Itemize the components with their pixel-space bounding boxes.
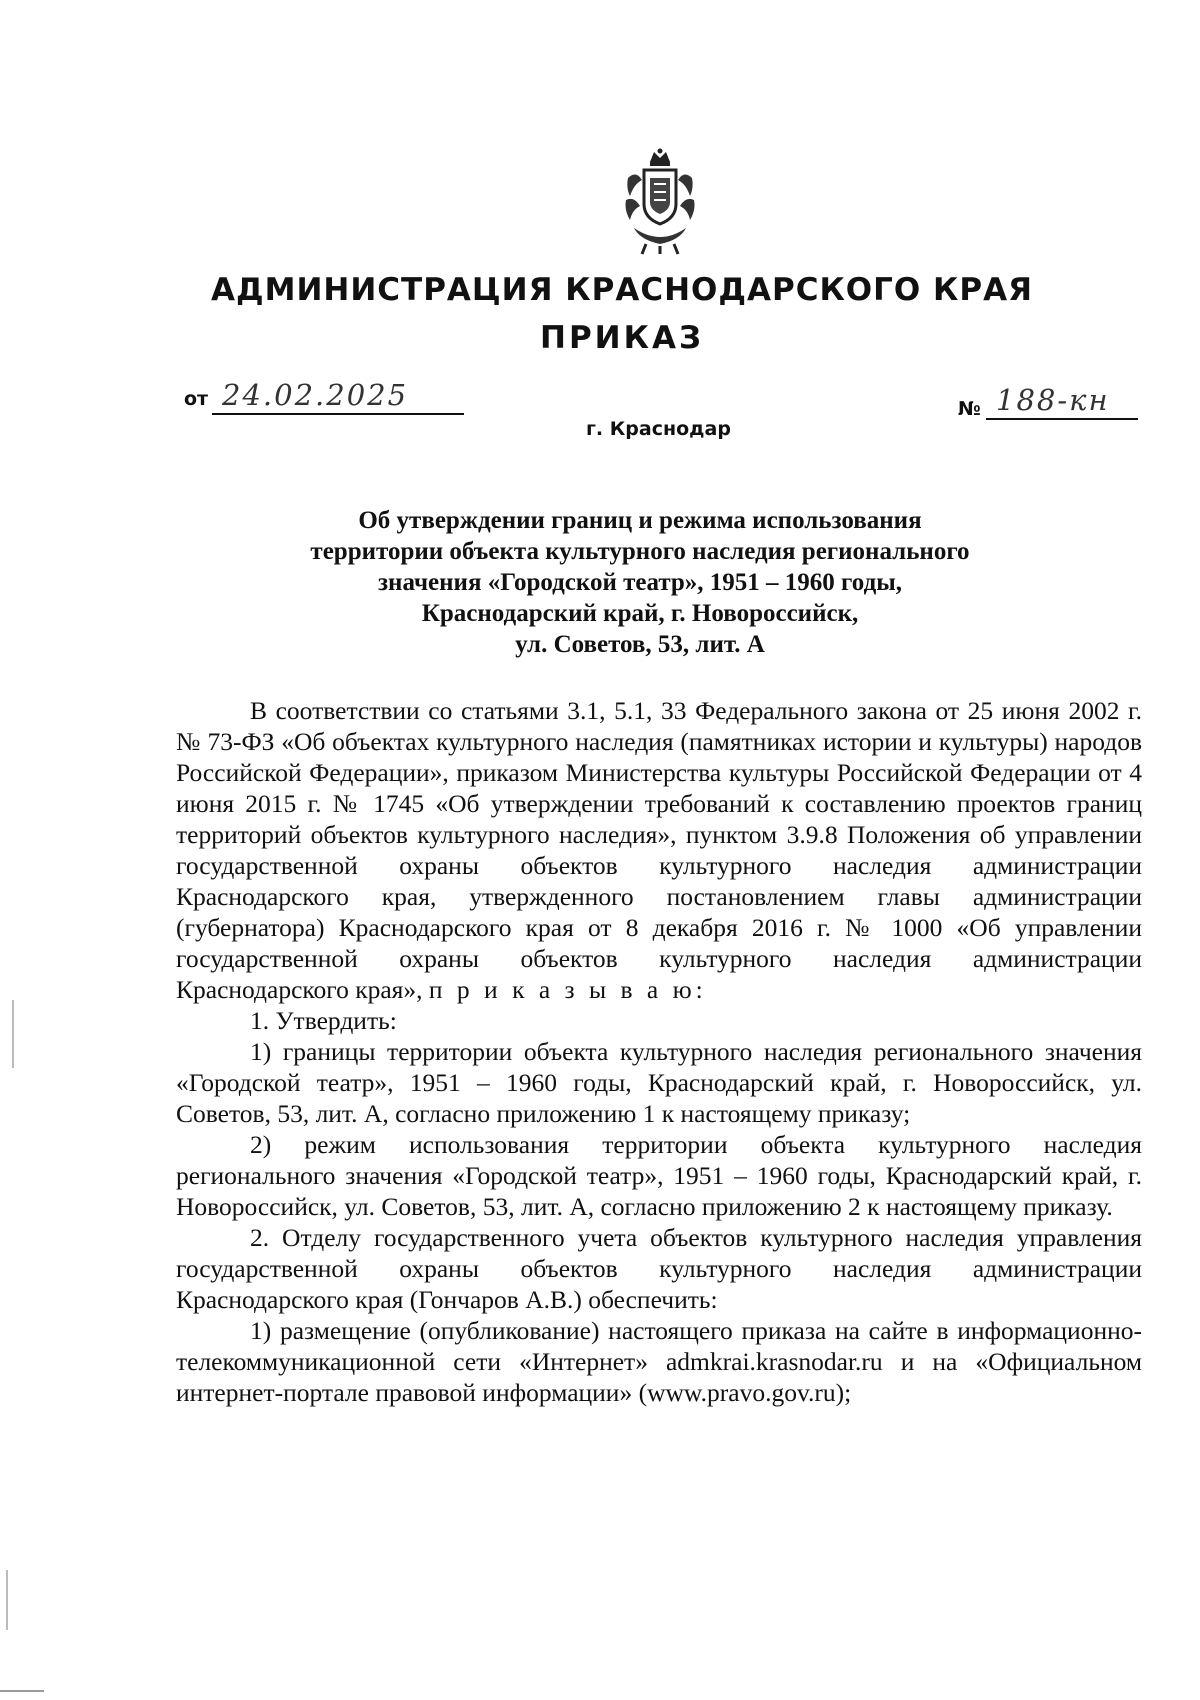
- item-2: 2. Отделу государственного учета объектов культурного наследия управления государственной охраны объектов культурного наследия администрации Краснодарского края (Гончаров А.В.) обеспечить:: [176, 1223, 1142, 1314]
- document-body: [176, 695, 1142, 1408]
- document-title: [240, 505, 1040, 660]
- title-line: Об утверждении границ и режима использования: [358, 507, 922, 534]
- date-label: от: [184, 388, 209, 410]
- title-line: территории объекта культурного наследия регионального: [310, 538, 970, 565]
- number-label: №: [958, 398, 981, 420]
- coat-of-arms-icon: [620, 148, 700, 256]
- item-1-1: 1) границы территории объекта культурного наследия регионального значения «Городской театр», 1951 – 1960 годы, Краснодарский край, г. Новороссийск, ул. Советов, 53, лит. А, согласно приложению 1 к настоящему приказу;: [176, 1037, 1142, 1128]
- city: г. Краснодар: [586, 418, 731, 440]
- scan-artifact: [0, 1690, 44, 1692]
- title-line: значения «Городской театр», 1951 – 1960 годы,: [378, 569, 902, 596]
- scan-artifact: [6, 1570, 8, 1630]
- scan-artifact: [12, 1000, 14, 1068]
- title-line: ул. Советов, 53, лит. А: [515, 631, 765, 658]
- handwritten-date: 24.02.2025: [222, 378, 409, 412]
- order-word: п р и к а з ы в а ю:: [428, 975, 707, 1004]
- preamble-paragraph: [176, 695, 1142, 1005]
- item-1: 1. Утвердить:: [250, 1006, 397, 1035]
- item-1-2: 2) режим использования территории объекта культурного наследия регионального значения «Городской театр», 1951 – 1960 годы, Краснодарский край, г. Новороссийск, ул. Советов, 53, лит. А, согласно приложению 2 к настоящему приказу.: [176, 1130, 1142, 1221]
- preamble-text: В соответствии со статьями 3.1, 5.1, 33 Федерального закона от 25 июня 2002 г. № 73-ФЗ «Об объектах культурного наследия (памятниках истории и культуры) народов Российской Федерации», приказом Министерства культуры Российской Федерации от 4 июня 2015 г. № 1745 «Об утверждении требований к составлению проектов границ территорий объектов культурного наследия», пунктом 3.9.8 Положения об управлении государственной охраны объектов культурного наследия администрации Краснодарского края, утвержденного постановлением главы администрации (губернатора) Краснодарского края от 8 декабря 2016 г. № 1000 «Об управлении государственной охраны объектов культурного наследия администрации Краснодарского края»,: [176, 696, 1142, 1004]
- document-type: ПРИКАЗ: [540, 320, 704, 356]
- organization-name: АДМИНИСТРАЦИЯ КРАСНОДАРСКОГО КРАЯ: [211, 272, 1033, 308]
- title-line: Краснодарский край, г. Новороссийск,: [421, 600, 859, 627]
- handwritten-number: 188-кн: [996, 383, 1110, 417]
- item-2-1: 1) размещение (опубликование) настоящего приказа на сайте в информационно-телекоммуникационной сети «Интернет» admkrai.krasnodar.ru и на «Официальном интернет-портале правовой информации» (www.pravo.gov.ru);: [176, 1316, 1142, 1407]
